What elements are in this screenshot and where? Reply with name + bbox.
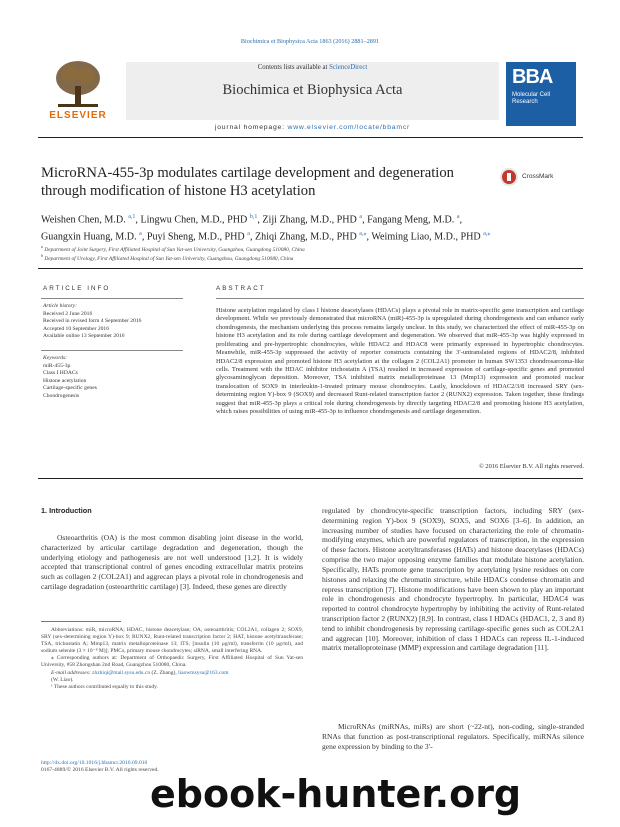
- author-affiliation-mark[interactable]: a,1: [128, 214, 136, 220]
- affiliation-b: [41, 253, 586, 262]
- email-link-zhang[interactable]: zhzhiqi@mail.sysu.edu.cn: [92, 669, 151, 676]
- email-footnote: [41, 670, 303, 684]
- title-line-2: through modification of histone H3 acetylation: [41, 183, 316, 199]
- abstract-heading: ABSTRACT: [216, 285, 266, 292]
- author-name[interactable]: Zhiqi Zhang, M.D., PHD: [254, 231, 357, 243]
- abstract-body: Histone acetylation regulated by class I histone deacetylases (HDACs) plays a pivotal role in matrix-specific gene transcription and cartilage development. While we previously demonstrated that microRNA (miR)-455-3p is upregulated during chondrogenesis and can enhance early chondrogenesis, the mechanism underlying this process remains largely unclear. In this study, we characterized the effect of miR-455-3p on histone H3 acetylation and its role during cartilage development and degeneration. We observed that miR-455-3p was highly expressed in proliferating and pre-hypertrophic chondrocytes, while HDAC2 and HDAC8 were primarily expressed in hypertrophic chondrocytes. Meanwhile, miR-455-3p suppressed the activity of reporter constructs containing the 3′-untranslated regions of HDAC2/8, inhibited HDAC2/8 expression and promoted histone H3 acetylation at the collagen 2 (COL2A1) promoter in human SW1353 chondrosarcoma-like cells. Treatment with the HDAC inhibitor trichostatin A (TSA) resulted in increased expression of cartilage-specific genes and promoted glycosaminoglycan deposition. Moreover, TSA inhibited matrix metalloproteinase 13 (Mmp13) expression and promoted nuclear translocation of SOX9 in interleukin-1-treated primary mouse chondrocytes. Lastly, knockdown of HDAC2/3/8 increased SRY (sex-determining region Y)-box 9 (SOX9) and decreased Runt-related transcription factor 2 (RUNX2) expression. Taken together, these findings suggest that miR-455-3p plays a critical role during chondrogenesis by directly targeting HDAC2/8 and promoting histone H3 acetylation, which raises possibilities of using miR-455-3p to influence chondrogenesis and cartilage degeneration.: [216, 307, 584, 416]
- history-item: Received in revised form 4 September 2016: [43, 318, 142, 325]
- keywords-heading: Keywords:: [43, 355, 68, 361]
- corresponding-author-footnote: ⁎ Corresponding authors at: Department of Orthopaedic Surgery, First Affiliated Hospital of Sun Yat-sen University, #58 Zhongshan 2nd Road, Guangzhou 510080, China.: [41, 655, 303, 669]
- abstract-rule: [216, 298, 584, 299]
- email-prefix: E-mail addresses:: [51, 669, 93, 676]
- author-affiliation-mark[interactable]: a: [247, 231, 250, 238]
- keyword: Cartilage-specific genes: [43, 385, 97, 392]
- keyword: miR-455-3p: [43, 362, 71, 369]
- cover-subtitle-line-1: Molecular Cell: [512, 92, 551, 98]
- cover-subtitle-line-2: Research: [512, 99, 538, 105]
- article-title: [41, 164, 501, 200]
- author-affiliation-mark[interactable]: b,1: [249, 214, 258, 220]
- homepage-prefix: journal homepage:: [214, 124, 288, 131]
- crossmark-label: CrossMark: [522, 173, 554, 180]
- contents-available-line: [126, 64, 499, 71]
- introduction-heading: 1. Introduction: [41, 506, 92, 515]
- history-item: Available online 13 September 2016: [43, 333, 125, 340]
- keyword: Chondrogenesis: [43, 392, 80, 399]
- publisher-wordmark: ELSEVIER: [49, 110, 107, 121]
- author-name[interactable]: Puyi Sheng, M.D., PHD: [146, 231, 245, 243]
- abstract-copyright: © 2016 Elsevier B.V. All rights reserved.: [478, 463, 584, 470]
- abstract-end-rule: [38, 478, 583, 479]
- email-owner-liao: (W. Liao).: [51, 676, 74, 683]
- history-item: Received 2 June 2016: [43, 310, 93, 317]
- history-item: Accepted 10 September 2016: [43, 325, 110, 332]
- author-affiliation-mark[interactable]: a: [456, 214, 460, 220]
- keyword: Histone acetylation: [43, 377, 87, 384]
- title-line-1: MicroRNA-455-3p modulates cartilage development and degeneration: [41, 165, 454, 181]
- author-name[interactable]: Fangang Meng, M.D.: [367, 214, 455, 226]
- keywords-list: [43, 355, 183, 401]
- authors-line-1: Weishen Chen, M.D. $^{a,1}$, Lingwu Chen, M.D., PHD $^{b,1}$, Ziji Zhang, M.D., PHD $^a$, Fangang Meng, M.D. $^a$,: [41, 214, 463, 226]
- email-link-liao[interactable]: liaowmsysu@163.com: [178, 669, 229, 676]
- authors-line-2: Guangxin Huang, M.D. $^a$, Puyi Sheng, M.D., PHD $^a$, Zhiqi Zhang, M.D., PHD $^{a,⁎}$, Weiming Liao, M.D., PHD $^{a,⁎}$: [41, 231, 491, 243]
- author-name[interactable]: Weiming Liao, M.D., PHD: [371, 231, 481, 243]
- affiliation-mark: b: [41, 253, 43, 258]
- journal-cover-thumbnail[interactable]: [506, 62, 576, 126]
- keywords-rule: [41, 350, 183, 351]
- header-rule: [38, 137, 583, 138]
- issn-line: 0167-4889/© 2016 Elsevier B.V. All rights reserved.: [41, 767, 159, 774]
- author-affiliation-mark[interactable]: a,⁎: [359, 231, 367, 238]
- author-name[interactable]: Lingwu Chen, M.D., PHD: [140, 214, 248, 226]
- sciencedirect-link[interactable]: ScienceDirect: [329, 64, 368, 71]
- article-history: [43, 303, 183, 341]
- affiliation-rule: [38, 268, 583, 269]
- journal-title: Biochimica et Biophysica Acta: [222, 82, 403, 98]
- elsevier-logo[interactable]: [38, 58, 118, 124]
- author-name[interactable]: Weishen Chen, M.D.: [41, 214, 126, 226]
- history-heading: Article history:: [43, 303, 78, 309]
- intro-paragraph-right-2: MicroRNAs (miRNAs, miRs) are short (~22-nt), non-coding, single-stranded RNAs that function as post-transcriptional regulators. Specifically, miRNAs silence gene expression by binding to the 3′-: [322, 722, 584, 751]
- article-info-heading: ARTICLE INFO: [43, 285, 111, 292]
- journal-homepage-line: [126, 124, 499, 131]
- affiliation-text: Department of Joint Surgery, First Affiliated Hospital of Sun Yat-sen University, Guangzhou, Guangdong 510080, China: [44, 246, 305, 253]
- equal-contribution-footnote: ¹ These authors contributed equally to this study.: [51, 683, 158, 690]
- keyword: Class I HDACs: [43, 370, 78, 377]
- affiliation-text: Department of Urology, First Affiliated Hospital of Sun Yat-sen University, Guangzhou, Guangdong 510080, China: [44, 255, 294, 262]
- author-list: [41, 210, 586, 245]
- footnotes: [41, 627, 303, 691]
- contents-prefix: Contents lists available at: [257, 64, 330, 71]
- journal-homepage-link[interactable]: www.elsevier.com/locate/bbamcr: [287, 124, 411, 131]
- author-affiliation-mark[interactable]: a: [139, 231, 142, 238]
- intro-paragraph-right-1: regulated by chondrocyte-specific transcription factors, including SRY (sex-determining region Y)-box 9 (SOX9), SOX5, and SOX6 [3–6]. In addition, an increasing number of studies have focused on characterizing the role of chromatin-modifying enzymes, which are powerful regulators of transcription, in the expression of these factors. Histone acetyltransferases (HATs) and histone deacetylases (HDACs) comprise the two major opposing enzyme families that modulate histone acetylation. Specifically, HATs promote gene transcription by acetylating lysine residues on core histones and relaxing the chromatin structure, while HDACs condense chromatin and repress transcription [7]. Histone modifications have been shown to play an important role in chondrogenesis and chondrocyte hypertrophy. In particular, HDAC4 was reported to control chondrocyte hypertrophy by inhibiting the activity of Runt-related transcription factor 2 (RUNX2) [8,9]. In contrast, class I HDACs (HDAC1, 2, 3 and 8) tend to inhibit chondrogenesis by repressing cartilage-specific genes such as COL2A1 and aggrecan [10]. Moreover, inhibition of class I HDACs can repress IL-1-induced matrix metalloproteinase (MMP) expression and cartilage degradation [11].: [322, 506, 584, 653]
- email-owner-zhang: (Z. Zhang),: [150, 669, 179, 676]
- footnote-rule: [41, 621, 121, 622]
- journal-citation[interactable]: Biochimica et Biophysica Acta 1863 (2016) 2881–2891: [240, 38, 380, 45]
- author-affiliation-mark[interactable]: a,⁎: [483, 231, 491, 238]
- cover-subtitle: [512, 92, 550, 106]
- watermark-text: ebook-hunter.org: [150, 772, 522, 816]
- author-name[interactable]: Ziji Zhang, M.D., PHD: [262, 214, 357, 226]
- crossmark-icon: [500, 168, 518, 186]
- elsevier-tree-icon: [52, 58, 104, 110]
- intro-paragraph-left: Osteoarthritis (OA) is the most common disabling joint disease in the world, characterized by articular cartilage degradation and degeneration, though the underlying etiology and pathogenesis are not well understood [1,2]. It is widely accepted that transcriptional control of genes encoding extracellular matrix proteins such as collagen 2 (COL2A1) and aggrecan plays a pivotal role in chondrogenesis and cartilage degradation (osteoarthritic cartilage) [3]. Indeed, these genes are directly: [41, 533, 303, 592]
- cover-logo: BBA: [512, 66, 553, 88]
- affiliation-a: [41, 244, 586, 253]
- abbreviations-footnote: Abbreviations: miR, microRNA; HDAC, histone deacetylase; OA, osteoarthritis; COL2A1, collagen 2; SOX9, SRY (sex-determining region Y)-box 9; RUNX2, Runt-related transcription factor 2; HAT, histone acetyltransferase; TSA, trichostatin A; Mmp13, matrix metalloproteinase 13; ITS, [insulin (10 μg/ml), transferrin (10 μg/ml), and sodium selenite (3 × 10⁻⁸ M)]; PMCs, primary mouse chondrocytes; siRNA, small interfering RNA.: [41, 627, 303, 655]
- article-info-rule: [41, 298, 183, 299]
- author-affiliation-mark[interactable]: a: [359, 214, 363, 220]
- affiliation-mark: a: [41, 244, 43, 249]
- author-name[interactable]: Guangxin Huang, M.D.: [41, 231, 137, 243]
- crossmark-badge[interactable]: [500, 166, 584, 192]
- doi-link[interactable]: http://dx.doi.org/10.1016/j.bbamcr.2016.09.010: [41, 760, 148, 766]
